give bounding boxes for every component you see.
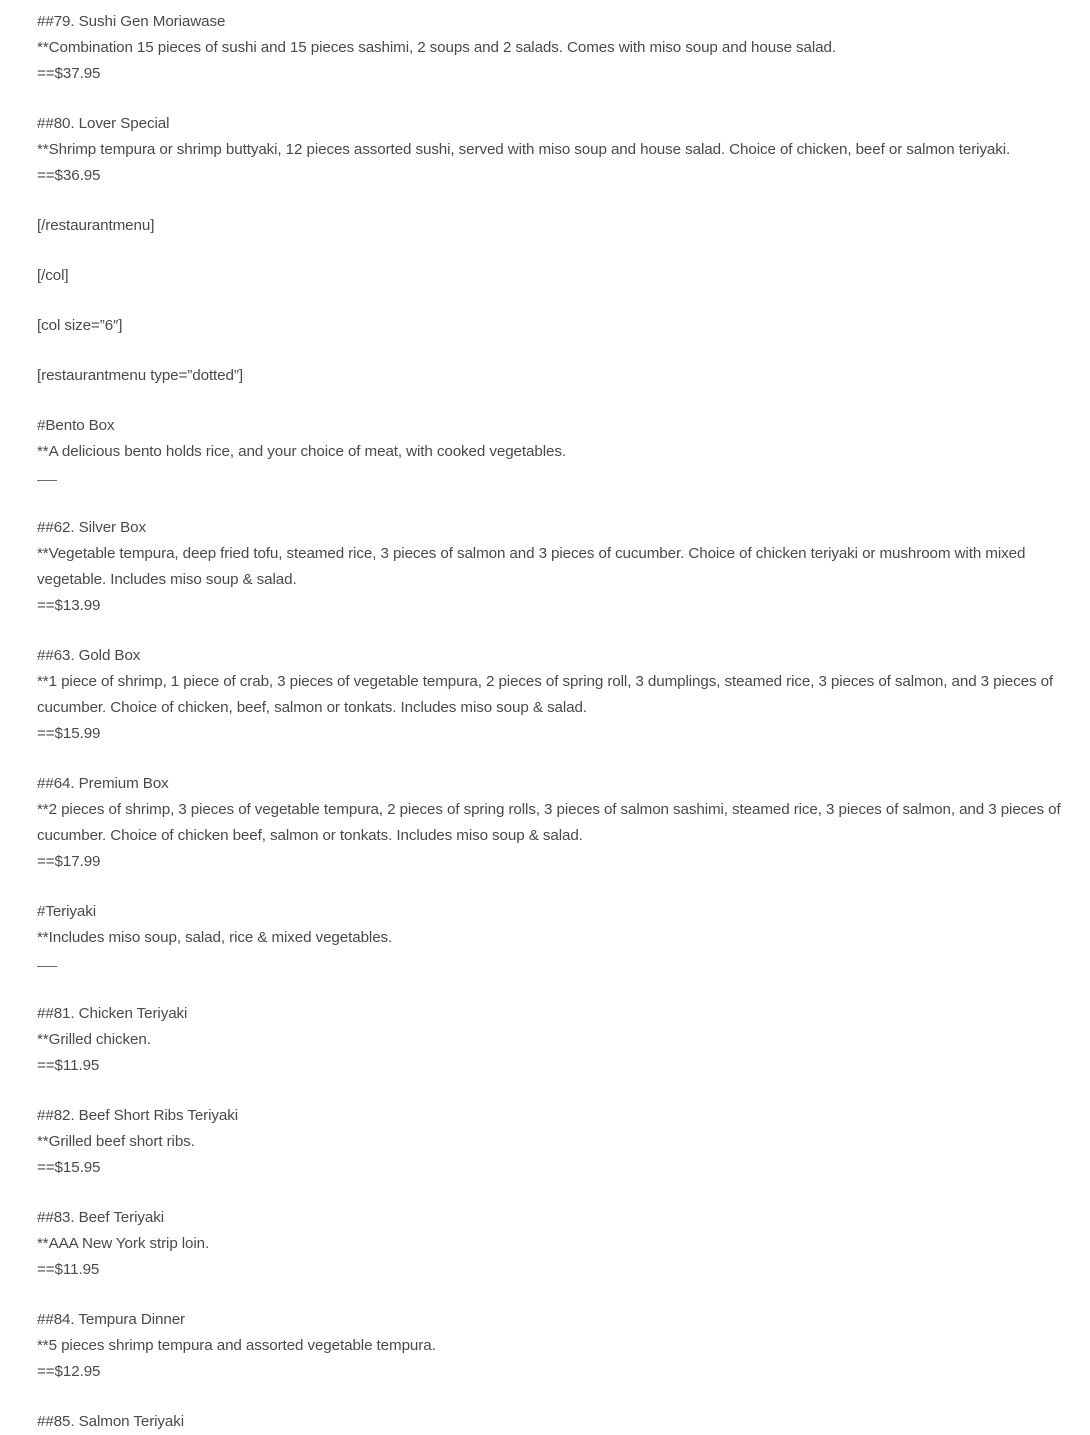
block-gap <box>37 189 1067 213</box>
price-line: ==$36.95 <box>37 167 101 184</box>
item-title-line: ##84. Tempura Dinner <box>37 1311 185 1328</box>
dash-separator <box>37 951 1067 977</box>
menu-text-block <box>37 515 1067 619</box>
price-line: ==$13.99 <box>37 597 101 614</box>
block-gap <box>37 747 1067 771</box>
item-title-line: ##62. Silver Box <box>37 519 146 536</box>
menu-text-block <box>37 1307 1067 1385</box>
block-gap <box>37 289 1067 313</box>
block-gap <box>37 1385 1067 1409</box>
shortcode-line: [/col] <box>37 267 69 284</box>
menu-text-block <box>37 313 1067 339</box>
menu-text-block <box>37 1103 1067 1181</box>
menu-text-block <box>37 899 1067 977</box>
menu-text-block <box>37 263 1067 289</box>
menu-text-block <box>37 111 1067 189</box>
block-gap <box>37 491 1067 515</box>
item-title-line: ##82. Beef Short Ribs Teriyaki <box>37 1107 239 1124</box>
description-line: **2 pieces of shrimp, 3 pieces of vegetable tempura, 2 pieces of spring rolls, 3 pieces of salmon sashimi, steamed rice, 3 pieces of salmon, and 3 pieces of cucumber. Choice of chicken beef, salmon or tonkats. Includes miso soup & salad. <box>37 801 1061 844</box>
description-line: **Vegetable tempura, deep fried tofu, steamed rice, 3 pieces of salmon and 3 pieces of cucumber. Choice of chicken teriyaki or mushroom with mixed vegetable. Includes miso soup & salad. <box>37 545 1026 588</box>
menu-text-block <box>37 643 1067 747</box>
item-title-line: ##63. Gold Box <box>37 647 141 664</box>
block-gap <box>37 1181 1067 1205</box>
description-line: **5 pieces shrimp tempura and assorted vegetable tempura. <box>37 1337 436 1354</box>
menu-text-block <box>37 1205 1067 1283</box>
description-line: **Includes miso soup, salad, rice & mixed vegetables. <box>37 929 393 946</box>
price-line: ==$12.95 <box>37 1363 101 1380</box>
price-line: ==$17.99 <box>37 853 101 870</box>
description-line: **Grilled beef short ribs. <box>37 1133 195 1150</box>
menu-source-text <box>37 9 1067 1435</box>
description-line: **A delicious bento holds rice, and your choice of meat, with cooked vegetables. <box>37 443 566 460</box>
menu-text-block <box>37 413 1067 491</box>
block-gap <box>37 239 1067 263</box>
item-title-line: ##64. Premium Box <box>37 775 169 792</box>
section-title-line: #Teriyaki <box>37 903 97 920</box>
price-line: ==$15.99 <box>37 725 101 742</box>
block-gap <box>37 339 1067 363</box>
dash-separator-text <box>37 968 38 969</box>
block-gap <box>37 875 1067 899</box>
shortcode-line: [col size=”6″] <box>37 317 123 334</box>
menu-text-block <box>37 1409 1067 1435</box>
description-line: **AAA New York strip loin. <box>37 1235 210 1252</box>
block-gap <box>37 389 1067 413</box>
price-line: ==$37.95 <box>37 65 101 82</box>
menu-text-block <box>37 9 1067 87</box>
block-gap <box>37 87 1067 111</box>
section-title-line: #Bento Box <box>37 417 115 434</box>
shortcode-line: [/restaurantmenu] <box>37 217 155 234</box>
block-gap <box>37 1079 1067 1103</box>
shortcode-line: [restaurantmenu type=”dotted”] <box>37 367 243 384</box>
item-title-line: ##81. Chicken Teriyaki <box>37 1005 188 1022</box>
description-line: **Combination 15 pieces of sushi and 15 pieces sashimi, 2 soups and 2 salads. Comes with miso soup and house salad. <box>37 39 836 56</box>
menu-text-block <box>37 771 1067 875</box>
block-gap <box>37 977 1067 1001</box>
block-gap <box>37 1283 1067 1307</box>
price-line: ==$11.95 <box>37 1057 100 1074</box>
description-line: **1 piece of shrimp, 1 piece of crab, 3 pieces of vegetable tempura, 2 pieces of spring roll, 3 dumplings, steamed rice, 3 pieces of salmon, and 3 pieces of cucumber. Choice of chicken, beef, salmon or tonkats. Includes miso soup & salad. <box>37 673 1054 716</box>
dash-separator <box>37 465 1067 491</box>
menu-text-block <box>37 363 1067 389</box>
menu-text-block <box>37 213 1067 239</box>
item-title-line: ##83. Beef Teriyaki <box>37 1209 164 1226</box>
dash-separator-text <box>37 482 38 483</box>
price-line: ==$15.95 <box>37 1159 101 1176</box>
block-gap <box>37 619 1067 643</box>
description-line: **Shrimp tempura or shrimp buttyaki, 12 pieces assorted sushi, served with miso soup and house salad. Choice of chicken, beef or salmon teriyaki. <box>37 141 1011 158</box>
item-title-line: ##80. Lover Special <box>37 115 170 132</box>
item-title-line: ##85. Salmon Teriyaki <box>37 1413 185 1430</box>
menu-text-block <box>37 1001 1067 1079</box>
item-title-line: ##79. Sushi Gen Moriawase <box>37 13 226 30</box>
price-line: ==$11.95 <box>37 1261 100 1278</box>
description-line: **Grilled chicken. <box>37 1031 151 1048</box>
